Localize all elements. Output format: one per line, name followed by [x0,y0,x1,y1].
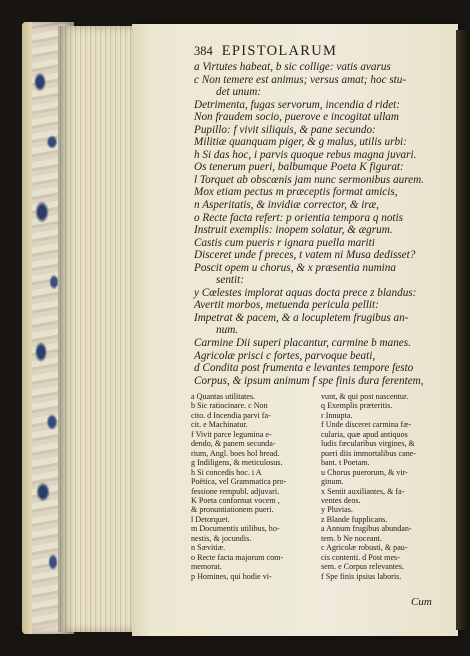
footnote-line: cit. e Machinatur. [191,420,248,430]
verse-line: y Cœlestes implorat aquas docta prece z blandus: [194,286,417,299]
footnote-line: y Pluvias. [321,505,353,515]
page-stack-edge [58,26,138,632]
footnote-line: nestis, & jocundis. [191,533,252,543]
verse-line: Corpus, & ipsum animum f spe finis dura ferentem, [194,374,424,387]
verse-line: Militiæ quanquam piger, & g malus, utilis urbi: [194,136,407,149]
footnote-line: a Quantas utilitates. [191,392,256,401]
footnote-line: o Recte facta majorum com- [191,552,284,562]
footnote-line: f Vivit parce legumina e- [191,429,272,439]
footnote-line: p Homines, qui hodie vi- [191,571,272,581]
footnote-line: a Annum frugibus abundan- [321,524,412,534]
verse-line: Impetrat & pacem, & a locupletem frugibus an- [194,311,409,324]
verse-block [194,61,446,387]
verse-line: Mox etiam pectus m præceptis format amicis, [194,186,398,199]
verse-line: Castis cum pueris r ignara puella mariti [194,236,375,249]
footnote-line: vunt, & qui post nascentur. [321,392,409,401]
verse-line: Disceret unde f preces, t vatem ni Musa dedisset? [194,249,416,262]
footnote-line: dendo, & panem secunda- [191,439,276,449]
footnote-line: ventes deos. [321,495,361,505]
verse-line: Non fraudem socio, puerove e incogitat ullam [194,111,399,124]
footnote-line: Poëtica, vel Grammatica pro- [191,477,287,487]
footnote-line: g Indiligens, & meticulosus. [191,458,283,468]
footnote-line: sem. e Corpus relevantes. [321,562,404,572]
footnote-line: h Si concedis hoc. i A [191,467,262,477]
footnote-line: f Unde disceret carmina fæ- [321,420,412,430]
footnote-line: ginum. [321,477,344,487]
verse-line: Avertit morbos, metuenda pericula pellit: [194,299,379,312]
catchword: Cum [411,596,432,608]
footnotes-left-column [191,392,315,581]
verse-line: Agricolæ prisci c fortes, parvoque beati, [194,349,376,362]
footnote-line: m Documentis utilibus, ho- [191,524,280,534]
gutter-shadow [456,30,470,630]
footnote-line: bant. t Poetam. [321,458,370,468]
footnote-line: n Sævitiæ. [191,543,226,553]
cover-edge [22,22,32,634]
verse-line: Carmine Dii superi placantur, carmine b manes. [194,337,411,350]
verse-line: Pupillo: f vivit siliquis, & pane secundo: [194,123,376,136]
verse-line: sentit: [216,274,244,287]
verse-line: det unum: [216,86,262,99]
footnote-line: cularia, quæ apud antiquos [321,429,408,439]
verse-line: Instruit exemplis: inopem solatur, & ægrum. [194,224,393,237]
verse-line: c Non temere est animus; versus amat; hoc stu- [194,73,407,86]
footnote-line: pueri diis immortalibus cane- [321,448,417,458]
footnote-line: cito. d Incendia parvi fa- [191,410,271,420]
footnote-line: b Sic ratiocinare. c Non [191,401,268,411]
verse-line: h Si das hoc, i parvis quoque rebus magna juvari. [194,148,417,161]
verse-line: Os tenerum pueri, balbumque Poeta K figurat: [194,161,404,174]
footnote-line: tem. b Ne noceant. [321,533,382,543]
footnote-line: rium, Angl. boes hol bread. [191,448,280,458]
verse-line: a Virtutes habeat, b sic collige: vatis avarus [194,61,391,73]
footnote-line: & pronuntiationem pueri. [191,505,274,515]
running-header [194,43,444,60]
footnote-line: f Spe finis ipsius laboris. [321,571,402,581]
verse-line: d Condita post frumenta e levantes tempore festo [194,362,414,375]
footnote-line: l Detorquet. [191,514,230,524]
verse-line: num. [216,324,239,337]
footnote-line: fessione rempubl. adjuvari. [191,486,280,496]
page-number: 384 [194,44,213,58]
footnote-line: c Agricolæ robusti, & pau- [321,543,408,553]
footnote-line: q Exemplis præteritis. [321,401,393,411]
verse-line: Detrimenta, fugas servorum, incendia d ridet: [194,98,401,111]
footnote-line: cis contenti. d Post mes- [321,552,400,562]
footnote-line: z Blande fupplicans. [321,514,388,524]
footnote-line: ludis fæcularibus virgines, & [321,439,415,449]
footnote-line: memorat. [191,562,222,572]
running-title: EPISTOLARUM [221,43,338,59]
footnote-line: x Sentit auxiliantes, & fa- [321,486,405,496]
footnote-line: u Chorus puerorum, & vir- [321,467,408,477]
verse-line: Poscit opem u chorus, & x præsentia numina [194,261,396,274]
footnotes-right-column [321,392,445,581]
verse-line: o Recte facta refert: p orientia tempora q notis [194,211,404,224]
footnote-line: r Innupta. [321,410,353,420]
verse-line: n Asperitatis, & invidiæ corrector, & iræ, [194,199,379,212]
footnote-line: K Poeta conformat vocem , [191,495,280,505]
verse-line: l Torquet ab obscœnis jam nunc sermonibus aurem. [194,173,424,186]
